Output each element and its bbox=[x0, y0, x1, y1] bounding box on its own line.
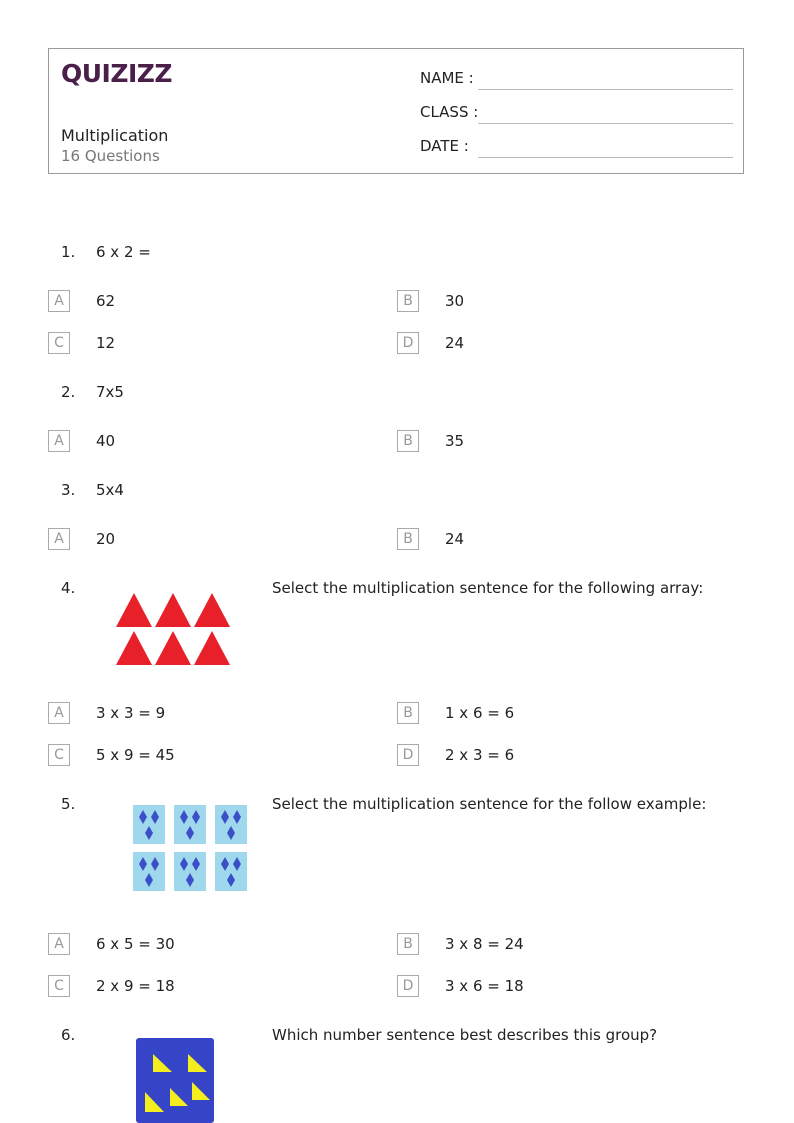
question-text: Select the multiplication sentence for the following array: bbox=[272, 579, 704, 597]
option-letter-box[interactable]: B bbox=[397, 528, 419, 550]
diamond-cards-figure bbox=[130, 802, 252, 896]
option-letter-box[interactable]: C bbox=[48, 744, 70, 766]
worksheet-header bbox=[48, 48, 744, 174]
option-letter-box[interactable]: B bbox=[397, 290, 419, 312]
red-triangle bbox=[194, 631, 230, 665]
option-text: 2 x 9 = 18 bbox=[96, 977, 175, 995]
question-number: 1. bbox=[61, 243, 76, 261]
red-triangle bbox=[155, 593, 191, 627]
diamond-card bbox=[174, 852, 206, 891]
option-letter-box[interactable]: C bbox=[48, 332, 70, 354]
option-letter-box[interactable]: B bbox=[397, 702, 419, 724]
option-text: 12 bbox=[96, 334, 116, 352]
class-label: CLASS : bbox=[420, 103, 479, 121]
question-number: 3. bbox=[61, 481, 76, 499]
worksheet-title: Multiplication bbox=[61, 126, 169, 145]
option-letter-box[interactable]: C bbox=[48, 975, 70, 997]
red-triangle bbox=[194, 593, 230, 627]
option-letter-box[interactable]: D bbox=[397, 332, 419, 354]
option-text: 5 x 9 = 45 bbox=[96, 746, 175, 764]
option-text: 30 bbox=[445, 292, 465, 310]
option-letter-box[interactable]: A bbox=[48, 528, 70, 550]
question-count: 16 Questions bbox=[61, 147, 160, 165]
name-label: NAME : bbox=[420, 69, 474, 87]
option-text: 3 x 8 = 24 bbox=[445, 935, 524, 953]
option-text: 62 bbox=[96, 292, 116, 310]
option-text: 2 x 3 = 6 bbox=[445, 746, 515, 764]
option-letter-box[interactable]: D bbox=[397, 744, 419, 766]
option-letter-box[interactable]: A bbox=[48, 702, 70, 724]
question-text: 5x4 bbox=[96, 481, 124, 499]
option-text: 40 bbox=[96, 432, 116, 450]
diamond-card bbox=[133, 852, 165, 891]
name-line[interactable] bbox=[478, 89, 733, 90]
option-letter-box[interactable]: D bbox=[397, 975, 419, 997]
diamond-card bbox=[215, 805, 247, 844]
question-number: 6. bbox=[61, 1026, 76, 1044]
option-text: 6 x 5 = 30 bbox=[96, 935, 175, 953]
quizizz-logo: QUIZIZZ bbox=[61, 59, 173, 88]
red-triangle-group bbox=[116, 593, 230, 665]
question-text: Which number sentence best describes this group? bbox=[272, 1026, 658, 1044]
question-text: 7x5 bbox=[96, 383, 124, 401]
option-letter-box[interactable]: A bbox=[48, 430, 70, 452]
option-letter-box[interactable]: B bbox=[397, 430, 419, 452]
date-label: DATE : bbox=[420, 137, 469, 155]
option-text: 1 x 6 = 6 bbox=[445, 704, 515, 722]
class-line[interactable] bbox=[478, 123, 733, 124]
yellow-triangles-figure bbox=[135, 1038, 215, 1123]
option-text: 20 bbox=[96, 530, 116, 548]
option-text: 35 bbox=[445, 432, 465, 450]
diamond-card bbox=[133, 805, 165, 844]
question-text: 6 x 2 = bbox=[96, 243, 151, 261]
option-text: 24 bbox=[445, 530, 465, 548]
question-number: 5. bbox=[61, 795, 76, 813]
question-number: 4. bbox=[61, 579, 76, 597]
option-text: 24 bbox=[445, 334, 465, 352]
triangle-array-figure bbox=[112, 590, 234, 670]
option-text: 3 x 3 = 9 bbox=[96, 704, 166, 722]
red-triangle bbox=[116, 631, 152, 665]
option-letter-box[interactable]: A bbox=[48, 933, 70, 955]
diamond-card bbox=[215, 852, 247, 891]
date-line[interactable] bbox=[478, 157, 733, 158]
option-letter-box[interactable]: A bbox=[48, 290, 70, 312]
diamond-card bbox=[174, 805, 206, 844]
option-letter-box[interactable]: B bbox=[397, 933, 419, 955]
question-text: Select the multiplication sentence for the follow example: bbox=[272, 795, 707, 813]
red-triangle bbox=[116, 593, 152, 627]
option-text: 3 x 6 = 18 bbox=[445, 977, 524, 995]
red-triangle bbox=[155, 631, 191, 665]
question-number: 2. bbox=[61, 383, 76, 401]
